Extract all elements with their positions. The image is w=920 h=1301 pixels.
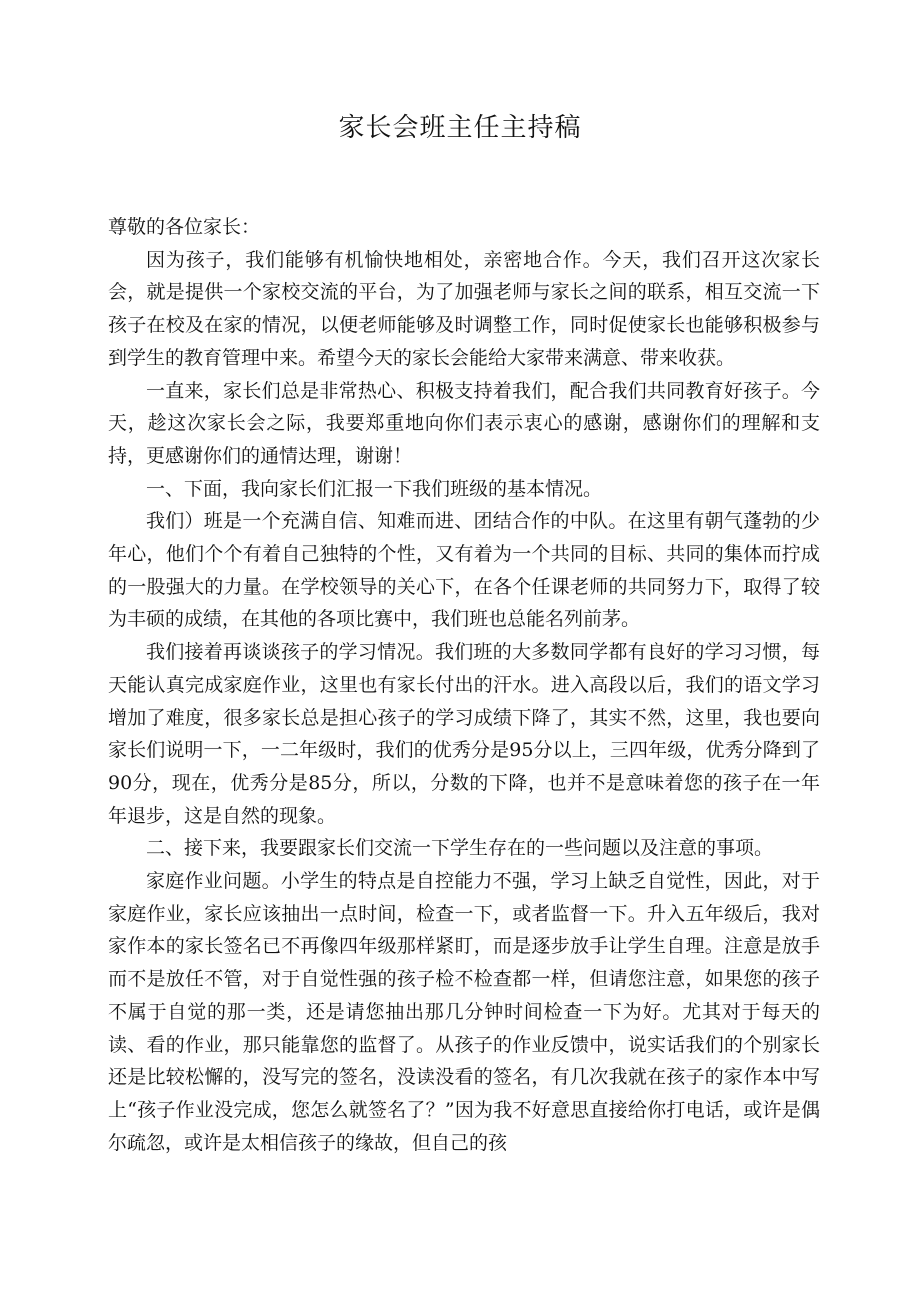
paragraph-class-overview: 我们）班是一个充满自信、知难而进、团结合作的中队。在这里有朝气蓬勃的少年心，他们个个有着自己独特的个性，又有着为一个共同的目标、共同的集体而拧成的一股强大的力量。在学校领导的关心下，在各个任课老师的共同努力下，取得了较为丰硕的成绩，在其他的各项比赛中，我们班也总能名列前茅。: [108, 510, 820, 631]
paragraph-study-situation: 我们接着再谈谈孩子的学习情况。我们班的大多数同学都有良好的学习习惯，每天能认真完成家庭作业，这里也有家长付出的汗水。进入高段以后，我们的语文学习增加了难度，很多家长总是担心孩子的学习成绩下降了，其实不然，这里，我也要向家长们说明一下，一二年级时，我们的优秀分是95分以上，三四年级，优秀分降到了90分，现在，优秀分是85分，所以，分数的下降，也并不是意味着您的孩子在一年年退步，这是自然的现象。: [108, 641, 820, 827]
document-title: 家长会班主任主持稿: [338, 113, 582, 143]
document-body: [108, 211, 820, 1159]
section-heading-issues: 二、接下来，我要跟家长们交流一下学生存在的一些问题以及注意的事项。: [146, 837, 774, 860]
paragraph-thanks: 一直来，家长们总是非常热心、积极支持着我们，配合我们共同教育好孩子。今天，趁这次家长会之际，我要郑重地向你们表示衷心的感谢，感谢你们的理解和支持，更感谢你们的通情达理，谢谢！: [108, 379, 820, 467]
paragraph-homework: 家庭作业问题。小学生的特点是自控能力不强，学习上缺乏自觉性，因此，对于家庭作业，家长应该抽出一点时间，检查一下，或者监督一下。升入五年级后，我对家作本的家长签名已不再像四年级那样紧盯，而是逐步放手让学生自理。注意是放手而不是放任不管，对于自觉性强的孩子检不检查都一样，但请您注意，如果您的孩子不属于自觉的那一类，还是请您抽出那几分钟时间检查一下为好。尤其对于每天的读、看的作业，那只能靠您的监督了。从孩子的作业反馈中，说实话我们的个别家长还是比较松懈的，没写完的签名，没读没看的签名，有几次我就在孩子的家作本中写上“孩子作业没完成，您怎么就签名了？”因为我不好意思直接给你打电话，或许是偶尔疏忽，或许是太相信孩子的缘故，但自己的孩: [108, 870, 820, 1154]
paragraph-opening: 因为孩子，我们能够有机愉快地相处，亲密地合作。今天，我们召开这次家长会，就是提供一个家校交流的平台，为了加强老师与家长之间的联系，相互交流一下孩子在校及在家的情况，以便老师能够及时调整工作，同时促使家长也能够积极参与到学生的教育管理中来。希望今天的家长会能给大家带来满意、带来收获。: [108, 248, 820, 369]
salutation: 尊敬的各位家长：: [108, 216, 261, 238]
section-heading-class-report: 一、下面，我向家长们汇报一下我们班级的基本情况。: [146, 477, 603, 500]
